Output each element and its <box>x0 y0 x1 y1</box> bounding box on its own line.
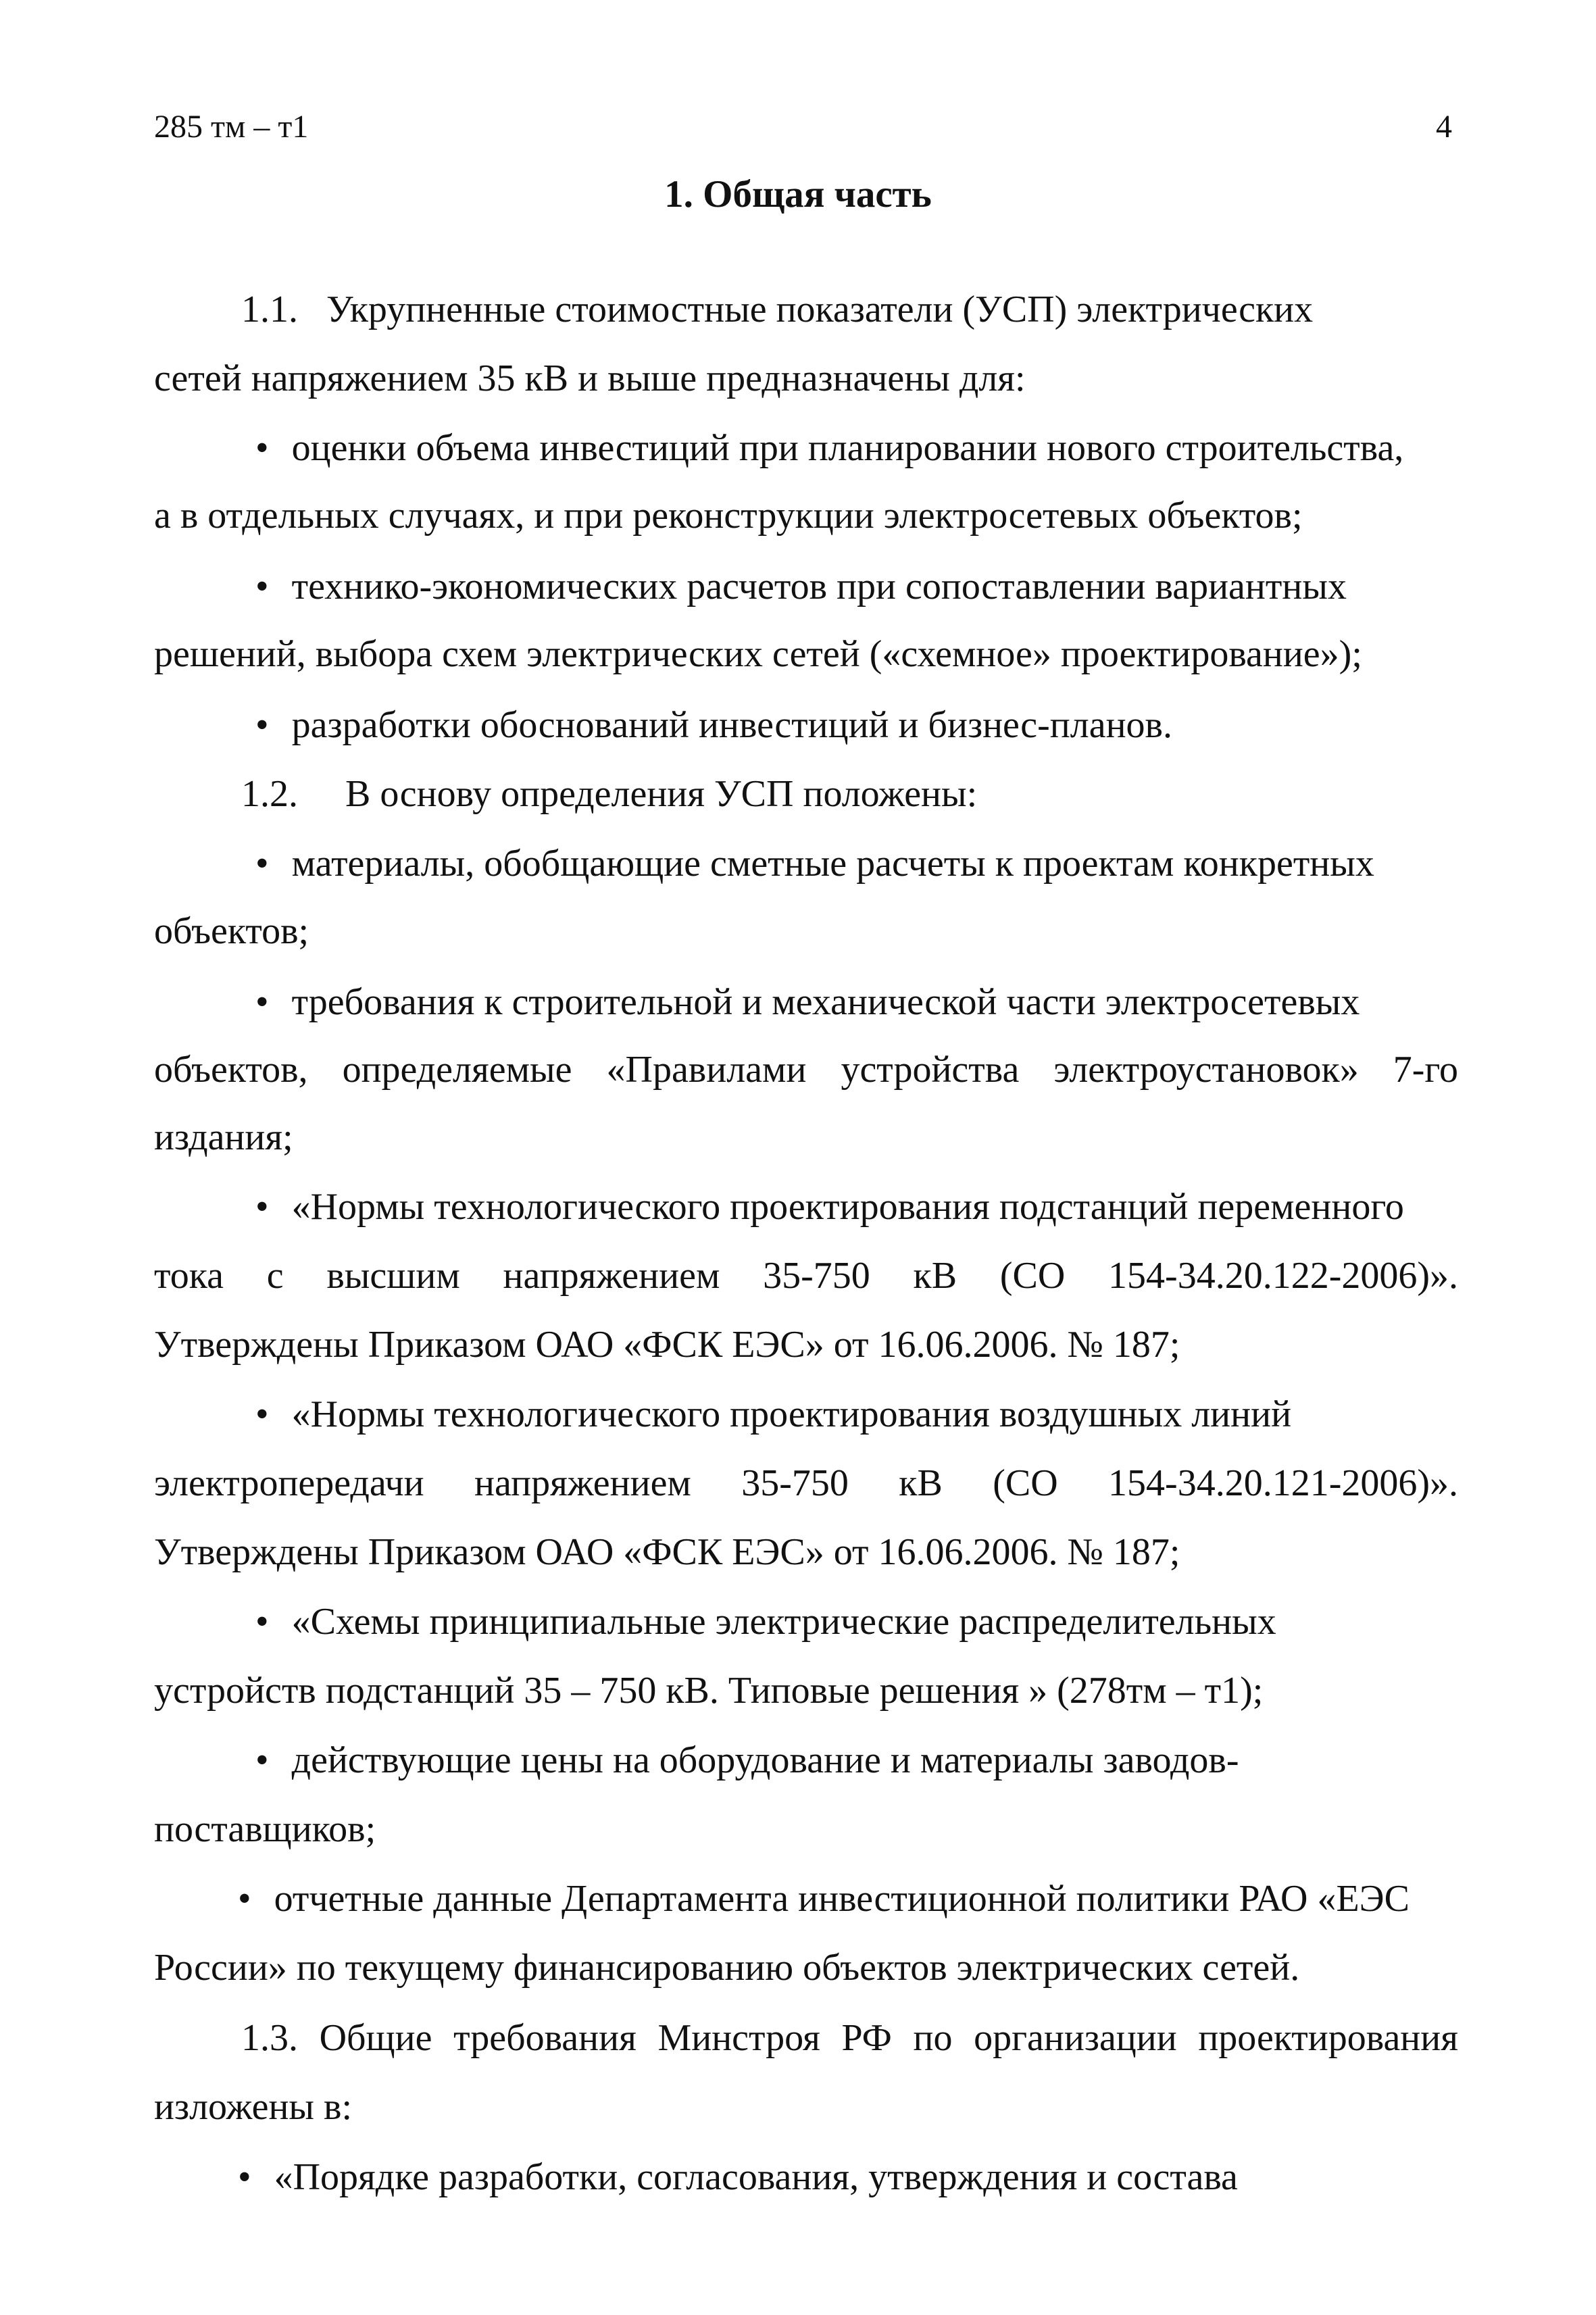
section-title: 1. Общая часть <box>664 173 932 216</box>
list-item-continuation: издания; <box>154 1116 293 1158</box>
list-item-continuation: а в отдельных случаях, и при реконструкции электросетевых объектов; <box>154 495 1303 537</box>
list-item: • действующие цены на оборудование и материалы заводов- <box>255 1741 1239 1779</box>
list-item-continuation: Утверждены Приказом ОАО «ФСК ЕЭС» от 16.06.2006. № 187; <box>154 1324 1180 1366</box>
list-item: • «Нормы технологического проектирования подстанций переменного <box>255 1188 1404 1226</box>
list-item-continuation: решений, выбора схем электрических сетей («схемное» проектирование»); <box>154 633 1362 675</box>
paragraph-1-3-line-2: изложены в: <box>154 2086 353 2128</box>
document-code: 285 тм – т1 <box>154 109 309 145</box>
paragraph-1-1-line-1: 1.1. Укрупненные стоимостные показатели (УСП) электрических <box>241 289 1314 330</box>
list-item-continuation: Утверждены Приказом ОАО «ФСК ЕЭС» от 16.06.2006. № 187; <box>154 1531 1180 1573</box>
paragraph-1-2-heading: 1.2. В основу определения УСП положены: <box>241 773 978 815</box>
list-item: • материалы, обобщающие сметные расчеты к проектам конкретных <box>255 845 1374 882</box>
list-item-continuation: электропередачи напряжением 35-750 кВ (СО 154-34.20.121-2006)». <box>154 1462 1458 1504</box>
list-item-continuation: поставщиков; <box>154 1808 376 1850</box>
page-number: 4 <box>1436 109 1452 145</box>
list-item-continuation: устройств подстанций 35 – 750 кВ. Типовые решения » (278тм – т1); <box>154 1670 1264 1712</box>
list-item: • разработки обоснований инвестиций и бизнес-планов. <box>255 706 1172 744</box>
paragraph-1-1-line-2: сетей напряжением 35 кВ и выше предназначены для: <box>154 357 1026 399</box>
list-item: • требования к строительной и механической части электросетевых <box>255 983 1360 1021</box>
list-item-continuation: тока с высшим напряжением 35-750 кВ (СО 154-34.20.122-2006)». <box>154 1255 1458 1297</box>
list-item: • «Порядке разработки, согласования, утверждения и состава <box>238 2158 1238 2196</box>
list-item-continuation: объектов; <box>154 910 309 952</box>
paragraph-1-3-line-1: 1.3. Общие требования Минстроя РФ по организации проектирования <box>241 2017 1458 2059</box>
list-item-continuation: объектов, определяемые «Правилами устройства электроустановок» 7-го <box>154 1049 1458 1091</box>
list-item: • технико-экономических расчетов при сопоставлении вариантных <box>255 568 1347 605</box>
list-item: • «Схемы принципиальные электрические распределительных <box>255 1603 1276 1641</box>
list-item: • отчетные данные Департамента инвестиционной политики РАО «ЕЭС <box>238 1880 1410 1918</box>
list-item: • «Нормы технологического проектирования воздушных линий <box>255 1395 1291 1433</box>
list-item: • оценки объема инвестиций при планировании нового строительства, <box>255 429 1403 467</box>
list-item-continuation: России» по текущему финансированию объектов электрических сетей. <box>154 1947 1300 1989</box>
